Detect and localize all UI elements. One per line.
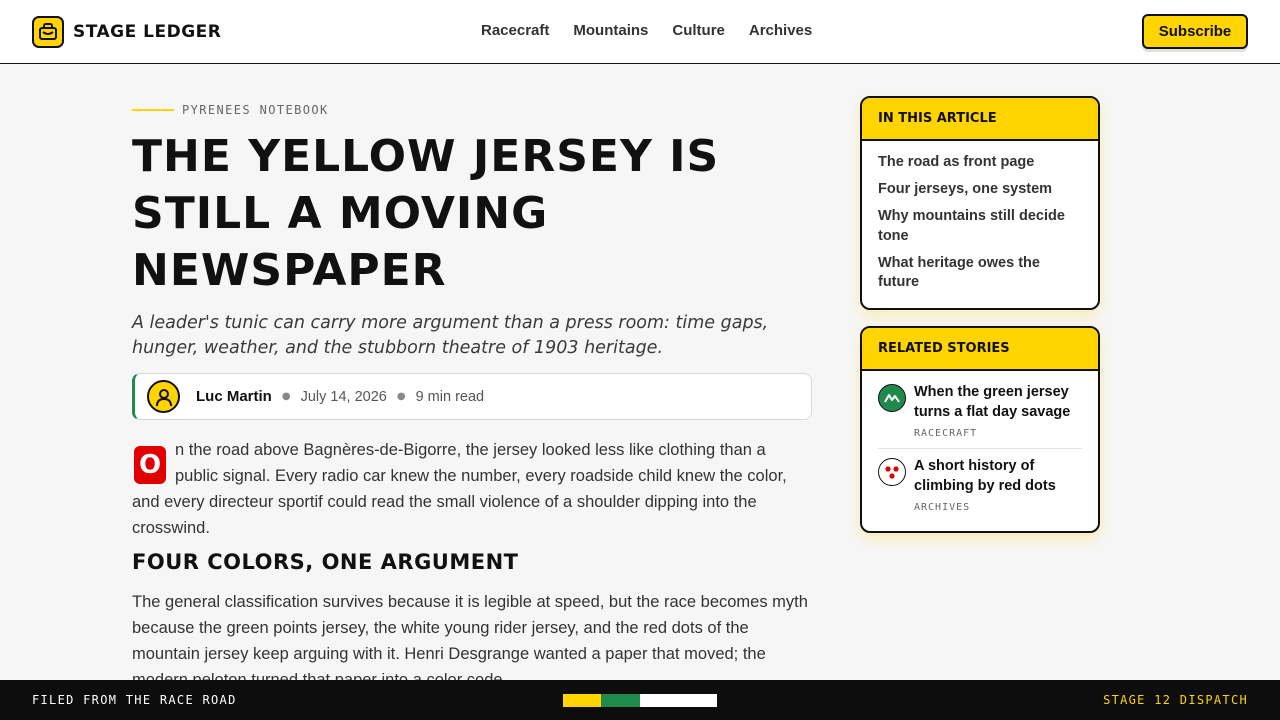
article-dek: A leader's tunic can carry more argument than a press room: time gaps, hunger, weather, and the stubborn theatre of 1903 heritage. (132, 313, 769, 358)
stripe-white (640, 694, 717, 707)
separator-dot: ● (396, 391, 406, 402)
nav-culture[interactable]: Culture (672, 22, 725, 39)
related-story-tag: ARCHIVES (914, 502, 971, 513)
article-headline: THE YELLOW JERSEY IS STILL A MOVING NEWSPAPER (132, 131, 720, 296)
toc-list (862, 141, 1098, 293)
brand-name: STAGE LEDGER (73, 22, 222, 42)
site-header (0, 0, 1280, 64)
related-story[interactable] (878, 449, 1082, 513)
mountain-icon (878, 384, 906, 412)
footer-left-text: FILED FROM THE RACE ROAD (32, 693, 237, 707)
jersey-color-stripe (563, 694, 717, 707)
separator-dot: ● (281, 391, 291, 402)
related-story-title[interactable]: A short history of climbing by red dots (914, 458, 1056, 494)
article-paragraph: The general classification survives because it is legible at speed, but the race becomes myth because the green points jersey, the white young rider jersey, and the red dots of the mountain jersey keep arguing with it. Henri Desgrange wanted a paper that moved; the (132, 593, 808, 663)
related-stories (860, 326, 1100, 533)
publish-date: July 14, 2026 (300, 388, 387, 405)
toc-item[interactable]: What heritage owes the future (878, 254, 1040, 290)
read-time: 9 min read (415, 388, 485, 405)
related-story-title[interactable]: When the green jersey turns a flat day savage (914, 384, 1071, 420)
footer-bar (0, 680, 1280, 720)
article-paragraph (132, 437, 812, 541)
related-story[interactable] (878, 371, 1082, 449)
nav-racecraft[interactable]: Racecraft (481, 22, 550, 39)
subscribe-button[interactable]: Subscribe (1142, 14, 1248, 49)
kicker (132, 103, 329, 117)
table-of-contents (860, 96, 1100, 310)
related-story-text (914, 457, 1082, 513)
related-story-tag: RACECRAFT (914, 428, 978, 439)
nav-archives[interactable]: Archives (748, 22, 813, 39)
related-story-text (914, 383, 1082, 439)
toc-item[interactable]: Four jerseys, one system (878, 181, 1053, 197)
related-title: RELATED STORIES (862, 328, 1098, 371)
stripe-green (601, 694, 640, 707)
stripe-yellow (563, 694, 601, 707)
brand[interactable] (32, 15, 221, 49)
toc-item[interactable]: The road as front page (878, 154, 1035, 170)
section-heading: FOUR COLORS, ONE ARGUMENT (132, 550, 519, 574)
author-name[interactable]: Luc Martin (196, 388, 272, 405)
polka-dot-icon (878, 458, 906, 486)
kicker-rule (132, 109, 174, 111)
main-nav (481, 22, 812, 39)
nav-mountains[interactable]: Mountains (573, 22, 649, 39)
toc-title: IN THIS ARTICLE (862, 98, 1098, 141)
footer-right-text: STAGE 12 DISPATCH (1103, 693, 1248, 707)
author-avatar-icon[interactable] (147, 380, 180, 413)
kicker-text: PYRENEES NOTEBOOK (182, 103, 329, 117)
bag-icon (32, 16, 64, 48)
paragraph-text: n the road above Bagnères-de-Bigorre, the jersey looked less like clothing than a public signal. Every radio car knew the number, every roadside child knew the color, and every directeur sportif could read the small violence of a shoulder dipping into the crosswind. (132, 441, 787, 537)
byline (132, 373, 812, 420)
toc-item[interactable]: Why mountains still decide tone (878, 208, 1065, 244)
drop-cap: O (134, 446, 166, 484)
